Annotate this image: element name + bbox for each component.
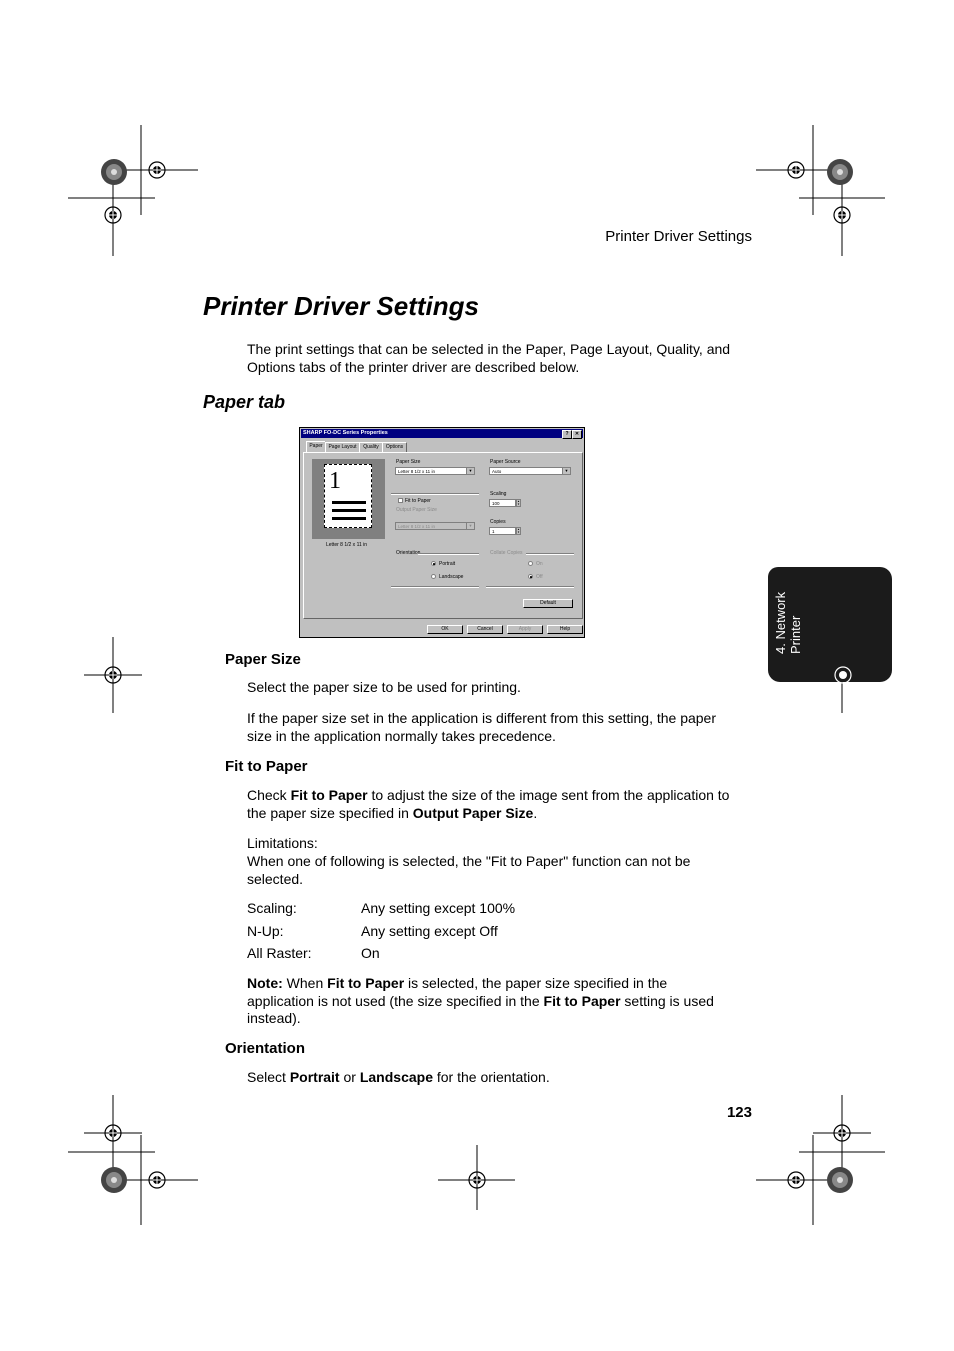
help-button[interactable]: Help [547,625,583,634]
orientation-heading: Orientation [225,1040,306,1057]
tab-options[interactable]: Options [382,442,407,452]
preview-page [324,464,372,528]
dialog-title: SHARP FO-DC Series Properties [303,430,388,436]
collate-on-label: On [536,561,543,567]
close-button[interactable]: ✕ [572,430,582,439]
orientation-label: Orientation [396,550,421,556]
copies-input[interactable]: 1 [489,527,516,535]
side-tab-line2: Printer [787,615,803,654]
fit-to-paper-label: Fit to Paper [405,498,431,504]
scaling-spinner[interactable]: ▴ ▾ [517,499,520,506]
ok-button[interactable]: OK [427,625,463,634]
portrait-radio[interactable] [431,561,436,566]
orientation-paragraph: Select Portrait or Landscape for the orientation. [247,1069,550,1085]
fit-to-paper-checkbox[interactable] [398,498,403,503]
intro-paragraph: The print settings that can be selected in the Paper, Page Layout, Quality, and Options tabs of the printer driver are described below. [247,341,731,375]
tab-page-layout[interactable]: Page Layout [325,442,360,452]
limitation-key: All Raster: [247,945,312,961]
output-paper-size-value: Letter 8 1/2 x 11 in [398,524,435,529]
paper-size-p2: If the paper size set in the application is different from this setting, the paper size in the application normally takes precedence. [247,710,717,744]
preview-line [332,501,366,504]
help-title-button[interactable]: ? [562,430,572,439]
collate-off-radio[interactable] [528,574,533,579]
scaling-input[interactable]: 100 [489,499,516,507]
fit-to-paper-heading: Fit to Paper [225,758,308,775]
running-head: Printer Driver Settings [605,228,752,245]
copies-spinner[interactable]: ▴ ▾ [517,527,520,534]
paper-size-value: Letter 8 1/2 x 11 in [398,469,435,474]
fit-to-paper-note: Note: When Fit to Paper is selected, the paper size specified in the application is not used (the size specified in the Fit to Paper setting is used instead). [247,975,714,1026]
copies-label: Copies [490,519,506,525]
preview-line [332,517,366,520]
tab-paper[interactable]: Paper [306,441,326,452]
default-button[interactable]: Default [523,599,573,608]
limitation-value: Any setting except 100% [361,900,516,916]
landscape-label: Landscape [439,574,464,580]
page-number: 123 [726,1104,752,1121]
fit-to-paper-p1: Check Fit to Paper to adjust the size of the image sent from the application to the paper size specified in Output Paper Size. [247,787,730,821]
preview-number: 1 [329,468,341,494]
paper-tab-panel [303,452,583,619]
paper-source-label: Paper Source [490,459,521,465]
scaling-label: Scaling [490,491,507,497]
cancel-button[interactable]: Cancel [467,625,503,634]
paper-size-select[interactable] [395,467,475,475]
side-tab-reg-mark [833,665,853,685]
side-tab-line1: 4. Network [773,591,788,654]
preview-caption: Letter 8 1/2 x 11 in [326,542,368,548]
collate-label: Collate Copies [490,550,523,556]
paper-source-select[interactable] [489,467,571,475]
output-paper-size-label: Output Paper Size [396,507,437,513]
divider [486,586,574,588]
page-title: Printer Driver Settings [203,291,479,321]
limitation-value: On [361,945,380,961]
paper-preview [312,459,385,539]
properties-dialog [299,427,585,638]
dialog-titlebar [301,429,583,438]
chevron-down-icon: ▼ [562,468,570,474]
chapter-side-tab [768,567,892,682]
section-title: Paper tab [203,392,286,412]
preview-line [332,509,366,512]
divider [526,553,574,555]
collate-off-label: Off [536,574,543,580]
paper-source-value: Auto [492,469,502,474]
chevron-down-icon: ▼ [466,523,474,529]
divider [391,493,479,495]
divider [418,553,479,555]
limitation-key: Scaling: [247,900,297,916]
chevron-down-icon: ▼ [466,468,474,474]
divider [391,586,479,588]
limitation-value: Any setting except Off [361,922,498,939]
collate-on-radio[interactable] [528,561,533,566]
limitations-label: Limitations: [247,835,318,851]
paper-size-heading: Paper Size [225,651,301,668]
limitations-text: When one of following is selected, the "Fit to Paper" function can not be selected. [247,853,691,887]
paper-size-label: Paper Size [396,459,421,465]
landscape-radio[interactable] [431,574,436,579]
tab-quality[interactable]: Quality [359,442,383,452]
limitation-key: N-Up: [247,922,284,939]
output-paper-size-select[interactable] [395,522,475,530]
paper-size-p1: Select the paper size to be used for printing. [247,679,521,695]
portrait-label: Portrait [439,561,456,567]
apply-button[interactable]: Apply [507,625,543,634]
